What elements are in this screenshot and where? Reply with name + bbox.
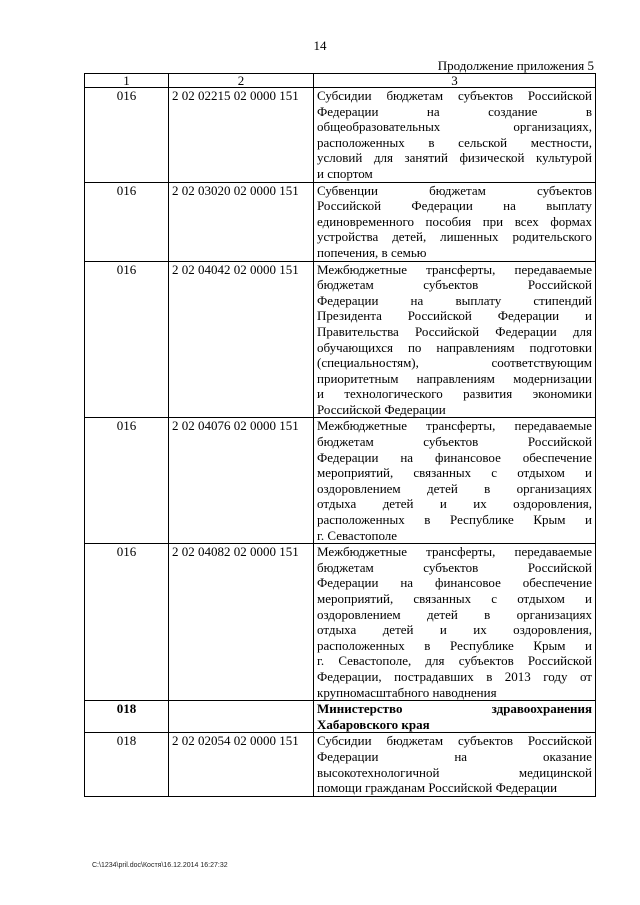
description-line: г. Севастополе <box>317 527 398 543</box>
description-line: оздоровлением детей в организациях <box>317 480 592 496</box>
admin-code-cell: 016 <box>85 182 169 261</box>
budget-code-cell: 2 02 03020 02 0000 151 <box>169 182 314 261</box>
description-line: помощи гражданам Российской Федерации <box>317 780 558 796</box>
table-row <box>85 544 596 701</box>
description-line: Межбюджетные трансферты, передаваемые <box>317 544 592 560</box>
budget-code-cell: 2 02 02054 02 0000 151 <box>169 733 314 796</box>
description-cell <box>314 261 596 418</box>
budget-code-cell: 2 02 04042 02 0000 151 <box>169 261 314 418</box>
description-line: условий для занятий физической культурой <box>317 150 592 166</box>
description-line: Российской Федерации <box>317 401 446 417</box>
description-line: бюджетам субъектов Российской <box>317 559 592 575</box>
description-line: и спортом <box>317 165 373 181</box>
description-line: Субвенции бюджетам субъектов <box>317 182 592 198</box>
column-header-3: 3 <box>314 74 596 88</box>
description-line: Федерации на создание в <box>317 103 592 119</box>
admin-code-cell: 016 <box>85 544 169 701</box>
description-line: Субсидии бюджетам субъектов Российской <box>317 733 592 749</box>
budget-code-cell <box>169 701 314 733</box>
description-line: попечения, в семью <box>317 244 427 260</box>
continuation-label: Продолжение приложения 5 <box>437 58 594 73</box>
description-line: Президента Российской Федерации и <box>317 308 592 324</box>
table-row <box>85 261 596 418</box>
description-line: расположенных в Республике Крым и <box>317 637 592 653</box>
description-line: крупномасштабного наводнения <box>317 684 497 700</box>
table-row <box>85 733 596 796</box>
description-line: Субсидии бюджетам субъектов Российской <box>317 88 592 103</box>
description-cell <box>314 88 596 183</box>
description-line: Федерации на оказание <box>317 748 592 764</box>
description-line: (специальностям), соответствующим <box>317 355 592 371</box>
budget-code-cell: 2 02 02215 02 0000 151 <box>169 88 314 183</box>
description-cell <box>314 733 596 796</box>
description-line: г. Севастополе, для субъектов Российской <box>317 653 592 669</box>
description-line: Правительства Российской Федерации для <box>317 323 592 339</box>
budget-code-cell: 2 02 04076 02 0000 151 <box>169 418 314 544</box>
file-path-footer: C:\1234\pril.doc\Костя\16.12.2014 16:27:32 <box>92 862 228 869</box>
description-line: отдыха детей и их оздоровления, <box>317 622 592 638</box>
description-line: Межбюджетные трансферты, передаваемые <box>317 261 592 277</box>
admin-code-cell: 018 <box>85 733 169 796</box>
description-line: Федерации на выплату стипендий <box>317 292 592 308</box>
description-line: приоритетным направлениям модернизации <box>317 370 592 386</box>
description-line: мероприятий, связанных с отдыхом и <box>317 465 592 481</box>
table-body <box>85 88 596 797</box>
description-line: высокотехнологичной медицинской <box>317 764 592 780</box>
description-line: обучающихся по направлениям подготовки <box>317 339 592 355</box>
table-row <box>85 88 596 183</box>
description-line: Федерации на финансовое обеспечение <box>317 449 592 465</box>
description-line: Хабаровского края <box>317 716 430 732</box>
description-cell <box>314 418 596 544</box>
description-line: Межбюджетные трансферты, передаваемые <box>317 418 592 434</box>
budget-code-cell: 2 02 04082 02 0000 151 <box>169 544 314 701</box>
admin-code-cell: 016 <box>85 88 169 183</box>
description-line: Российской Федерации на выплату <box>317 198 592 214</box>
admin-code-cell: 018 <box>85 701 169 733</box>
description-line: Федерации на финансовое обеспечение <box>317 575 592 591</box>
column-header-2: 2 <box>169 74 314 88</box>
description-cell <box>314 701 596 733</box>
description-line: оздоровлением детей в организациях <box>317 606 592 622</box>
description-line: бюджетам субъектов Российской <box>317 277 592 293</box>
description-line: и технологического развития экономики <box>317 386 592 402</box>
description-line: расположенных в Республике Крым и <box>317 512 592 528</box>
description-line: общеобразовательных организациях, <box>317 119 592 135</box>
table-header-row <box>85 74 596 88</box>
description-line: Министерство здравоохранения <box>317 701 592 717</box>
description-line: расположенных в сельской местности, <box>317 134 592 150</box>
table-row <box>85 418 596 544</box>
budget-codes-table <box>84 73 596 797</box>
description-line: мероприятий, связанных с отдыхом и <box>317 591 592 606</box>
description-line: единовременного пособия при всех формах <box>317 213 592 229</box>
description-cell <box>314 182 596 261</box>
page-number: 14 <box>313 38 327 53</box>
description-line: устройства детей, лишенных родительского <box>317 229 592 245</box>
description-line: бюджетам субъектов Российской <box>317 434 592 450</box>
table-row <box>85 701 596 733</box>
description-cell <box>314 544 596 701</box>
admin-code-cell: 016 <box>85 261 169 418</box>
description-line: отдыха детей и их оздоровления, <box>317 496 592 512</box>
description-line: Федерации, пострадавших в 2013 году от <box>317 668 592 684</box>
column-header-1: 1 <box>85 74 169 88</box>
admin-code-cell: 016 <box>85 418 169 544</box>
table-row <box>85 182 596 261</box>
